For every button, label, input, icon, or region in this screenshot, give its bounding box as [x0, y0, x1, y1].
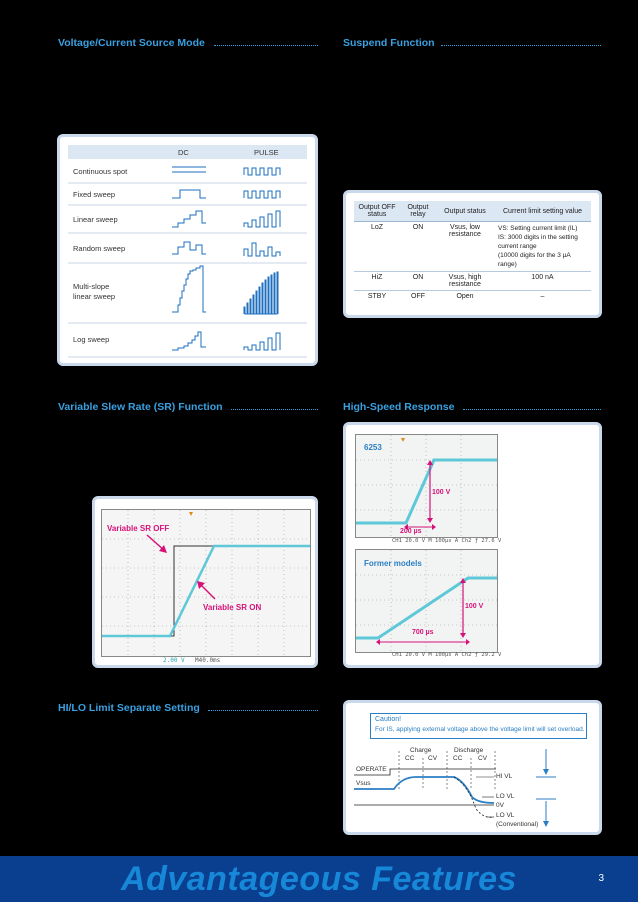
source-mode-panel [57, 134, 318, 366]
table-cell: – [494, 291, 591, 303]
table-row [354, 222, 591, 272]
label-cv: CV [478, 755, 488, 762]
col-pulse: PULSE [254, 148, 279, 157]
table-cell: Open [436, 291, 494, 303]
label-operate: OPERATE [356, 766, 387, 773]
row-label: Multi-slope linear sweep [73, 282, 116, 301]
row-label: Random sweep [73, 244, 126, 253]
title-rule [441, 45, 601, 46]
label-sr-off: Variable SR OFF [107, 524, 170, 533]
suspend-panel [343, 190, 602, 318]
section-title-voltage: Voltage/Current Source Mode [58, 37, 205, 49]
table-cell: Vsus, high resistance [436, 272, 494, 291]
caution-title: Caution! [375, 716, 402, 723]
table-row [354, 272, 591, 291]
model-former: Former models [364, 559, 422, 568]
voltage-6253: 100 V [432, 489, 451, 496]
section-title-slew: Variable Slew Rate (SR) Function [58, 401, 223, 413]
table-cell: LoZ [370, 224, 384, 231]
hilo-panel [343, 700, 602, 835]
high-speed-panel [343, 422, 602, 668]
slew-rate-panel [92, 496, 318, 668]
title-rule [208, 710, 318, 711]
page-number: 3 [598, 873, 604, 884]
label-discharge: Discharge [454, 747, 484, 754]
scope-status-right: M40.0ms [195, 657, 221, 664]
header-cell: Output status [436, 201, 494, 222]
label-cv: CV [428, 755, 438, 762]
row-label: Continuous spot [73, 167, 128, 176]
label-sr-on: Variable SR ON [203, 603, 262, 612]
table-cell: ON [400, 272, 436, 291]
label-0v: 0V [496, 802, 504, 809]
row-label: Fixed sweep [73, 190, 116, 199]
label-charge: Charge [410, 747, 432, 754]
scope-status: CH1 20.0 V M 100µs A Ch2 ƒ 29.2 V [392, 652, 502, 658]
time-former: 700 µs [412, 629, 434, 636]
label-cc: CC [405, 755, 415, 762]
table-cell: HiZ [354, 272, 400, 291]
row-label: Log sweep [73, 335, 110, 344]
title-rule [463, 409, 601, 410]
label-lo-vl-conv: LO VL [496, 812, 515, 819]
section-title-highspeed: High-Speed Response [343, 401, 455, 413]
section-title-hilo: HI/LO Limit Separate Setting [58, 702, 200, 714]
table-row [354, 291, 591, 303]
title-rule [231, 409, 318, 410]
header-cell: Current limit setting value [494, 201, 591, 222]
scope-status: CH1 20.0 V M 100µs A Ch2 ƒ 27.6 V [392, 538, 502, 544]
table-cell: Vsus, low resistance [449, 224, 481, 238]
caution-text: For IS, applying external voltage above the voltage limit will set overload. [375, 726, 585, 733]
footer-band [0, 856, 638, 902]
label-lo-vl: LO VL [496, 793, 515, 800]
col-dc: DC [178, 148, 189, 157]
table-cell: ON [412, 224, 424, 231]
time-6253: 200 µs [400, 528, 422, 535]
scope-status-left: 2.00 V [163, 657, 185, 664]
hilo-diagram [346, 703, 601, 833]
table-cell: STBY [354, 291, 400, 303]
section-title-suspend: Suspend Function [343, 37, 435, 49]
arrow-icon [193, 577, 223, 607]
label-vsus: Vsus [356, 780, 371, 787]
table-cell: 100 nA [494, 272, 591, 291]
model-6253: 6253 [364, 443, 382, 452]
title-rule [214, 45, 318, 46]
table-cell: VS: Setting current limit (IL) IS: 3000 digits in the setting current range (10000 digits for the 3 µA range) [498, 225, 578, 268]
table-cell: OFF [400, 291, 436, 303]
row-label: Linear sweep [73, 215, 118, 224]
voltage-former: 100 V [465, 603, 484, 610]
header-cell: Output OFF status [354, 201, 400, 222]
label-cc: CC [453, 755, 463, 762]
suspend-table [354, 201, 591, 302]
label-hi-vl: HI VL [496, 773, 513, 780]
footer-title: Advantageous Features [121, 860, 517, 898]
arrow-icon [145, 533, 175, 563]
label-conventional: (Conventional) [496, 821, 539, 828]
header-cell: Output relay [400, 201, 436, 222]
